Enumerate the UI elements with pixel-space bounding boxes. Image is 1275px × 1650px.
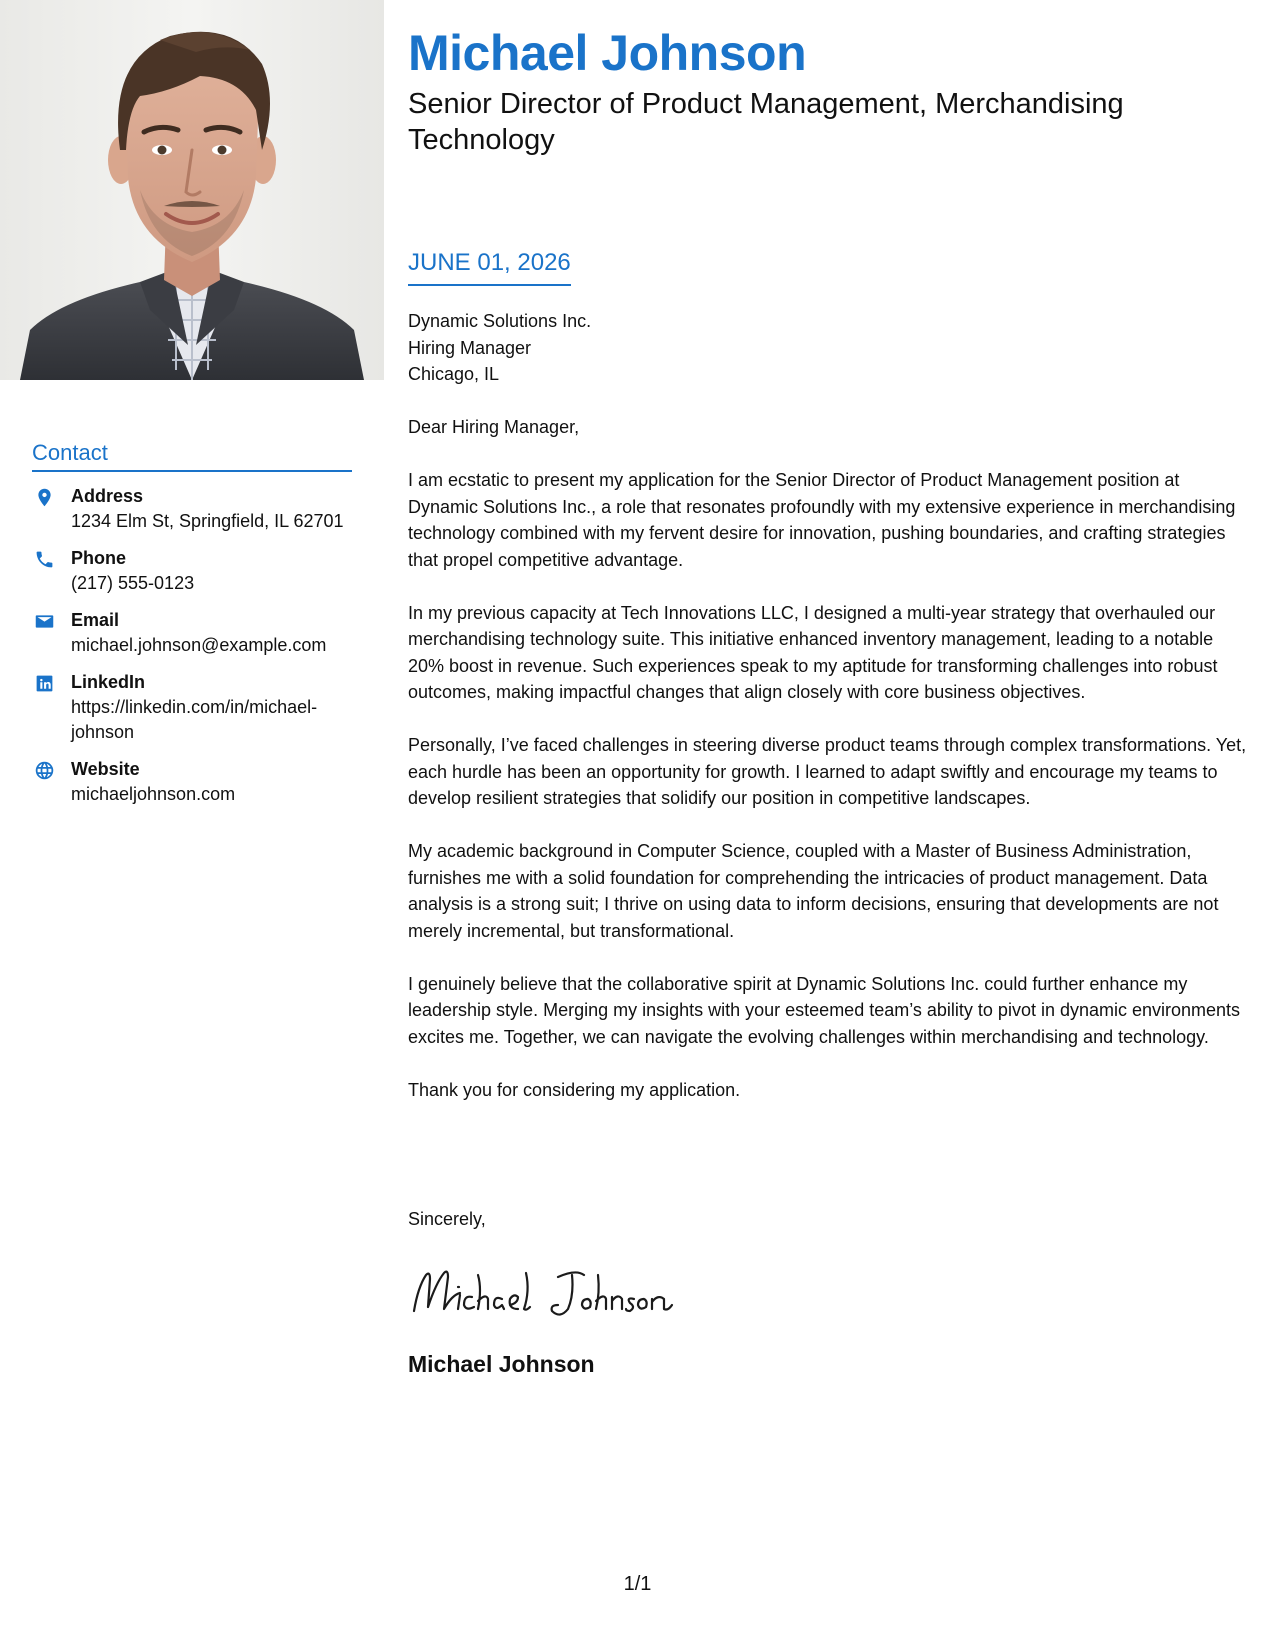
recipient-block [408, 308, 591, 388]
profile-photo [0, 0, 384, 380]
email-label: Email [71, 610, 120, 630]
letter-header [408, 22, 1238, 158]
address-value: 1234 Elm St, Springfield, IL 62701 [71, 511, 344, 531]
linkedin-label: LinkedIn [71, 672, 146, 692]
recipient-location: Chicago, IL [408, 364, 500, 384]
body-paragraph: I am ecstatic to present my application for the Senior Director of Product Management position at Dynamic Solutions Inc., a role that resonates profoundly with my extensive experience in merchandising technology combined with my fervent desire for innovation, pushing boundaries, and crafting strategies that propel competitive advantage. [408, 470, 1236, 570]
contact-divider [32, 470, 352, 472]
contact-linkedin [32, 670, 352, 745]
contact-phone [32, 546, 352, 596]
contact-email [32, 608, 352, 658]
globe-icon [34, 760, 55, 781]
location-pin-icon [34, 487, 55, 508]
phone-icon [34, 549, 55, 570]
portrait-image [0, 0, 384, 380]
linkedin-icon [34, 673, 55, 694]
body-paragraph: In my previous capacity at Tech Innovations LLC, I designed a multi-year strategy that overhauled our merchandising technology suite. This initiative enhanced inventory management, leading to a notable 20% boost in revenue. Such experiences speak to my aptitude for transforming challenges into robust outcomes, making impactful changes that align closely with core business objectives. [408, 602, 1218, 702]
body-paragraph: Thank you for considering my application. [408, 1079, 741, 1100]
address-label: Address [71, 486, 144, 506]
contact-heading: Contact [32, 440, 108, 465]
handwritten-signature [408, 1265, 678, 1321]
letter-body [408, 414, 1252, 1130]
body-paragraph: I genuinely believe that the collaborative spirit at Dynamic Solutions Inc. could further enhance my leadership style. Merging my insights with your esteemed team’s ability to pivot in dynamic environments excites me. Together, we can navigate the evolving challenges within merchandising and technology. [408, 973, 1241, 1047]
recipient-company: Dynamic Solutions Inc. [408, 311, 592, 331]
contact-section [32, 440, 352, 819]
website-value[interactable]: michaeljohnson.com [71, 784, 236, 804]
salutation: Dear Hiring Manager, [408, 417, 580, 437]
website-label: Website [71, 759, 140, 779]
applicant-name: Michael Johnson [408, 25, 807, 81]
linkedin-value[interactable]: https://linkedin.com/in/michael-johnson [71, 697, 318, 742]
body-paragraph: Personally, I’ve faced challenges in steering diverse product teams through complex transformations. Yet, each hurdle has been an opportunity for growth. I learned to adapt swiftly and encourage my teams to develop resilient strategies that solidify our position in competitive landscapes. [408, 735, 1247, 808]
job-title: Senior Director of Product Management, Merchandising Technology [408, 88, 1124, 156]
date-block [408, 248, 571, 286]
page-number: 1/1 [623, 1573, 652, 1595]
email-icon [34, 611, 55, 632]
recipient-role: Hiring Manager [408, 337, 532, 358]
phone-label: Phone [71, 548, 127, 568]
phone-value[interactable]: (217) 555-0123 [71, 573, 195, 593]
letter-date: JUNE 01, 2026 [408, 248, 571, 286]
email-value[interactable]: michael.johnson@example.com [71, 635, 327, 655]
body-paragraph: My academic background in Computer Science, coupled with a Master of Business Administration, furnishes me with a solid foundation for comprehending the intricacies of product management. Data analysis is a strong suit; I thrive on using data to inform decisions, ensuring that developments are not merely incremental, but transformational. [408, 841, 1219, 941]
closing: Sincerely, [408, 1209, 486, 1229]
contact-website [32, 757, 352, 807]
signed-name: Michael Johnson [408, 1351, 595, 1377]
contact-address [32, 484, 352, 534]
